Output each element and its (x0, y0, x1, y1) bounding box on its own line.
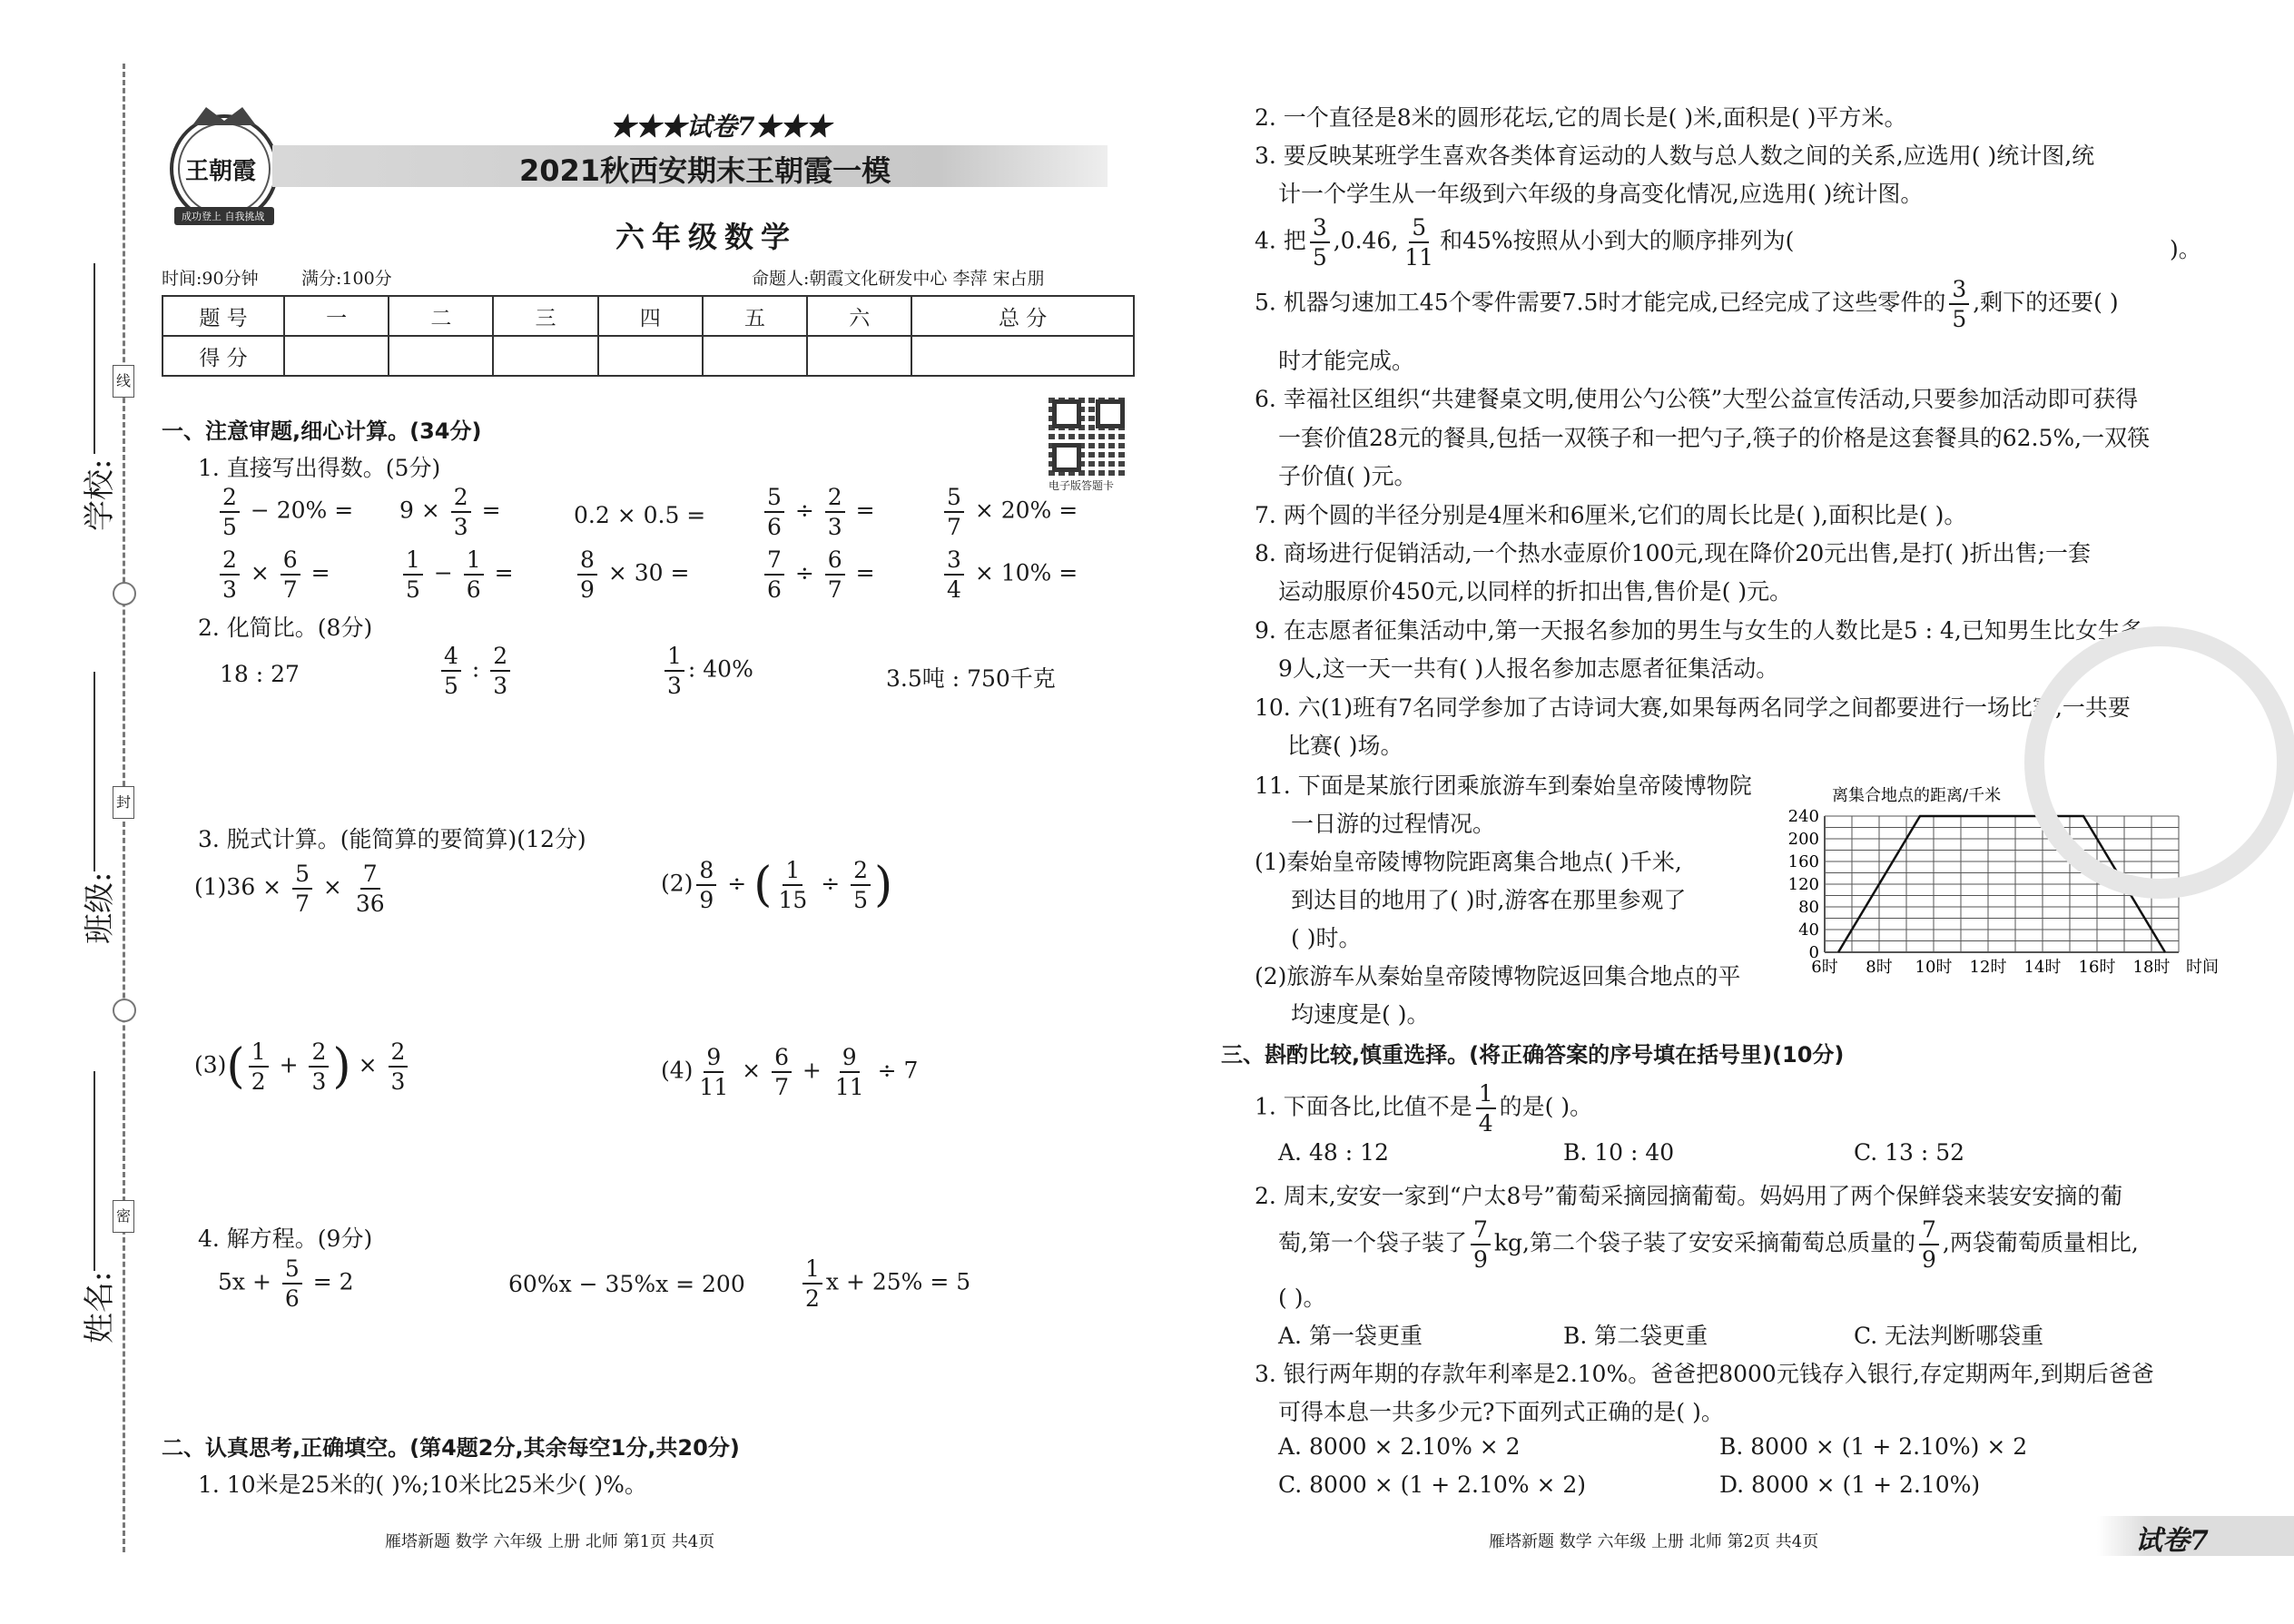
s1-q1-item: $\frac{7}{6}$ ÷ $\frac{6}{7}$ = (761, 548, 875, 601)
score-table-score-row (162, 336, 1134, 376)
s3-q3-option-a: A. 8000 × 2.10% × 2 (1278, 1433, 1521, 1460)
s1-q4-item: 60%x − 35%x = 200 (508, 1271, 745, 1297)
chart-x-tick-label: 6时 (1811, 958, 1838, 977)
score-table-cell: 一 (284, 296, 389, 336)
chart-x-axis (1811, 958, 2170, 977)
binding-mark-secret: 密 (113, 1200, 134, 1233)
chart-y-tick-label: 160 (1787, 852, 1819, 871)
s3-q1-option-a: A. 48 : 12 (1278, 1139, 1389, 1166)
chart-x-tick-label: 14时 (2023, 958, 2062, 977)
s3-q2-option-b: B. 第二袋更重 (1563, 1323, 1708, 1349)
binding-mark-line: 线 (113, 365, 134, 398)
chart-x-label: 时间 (2186, 958, 2219, 977)
s1-q1-item: 9 × $\frac{2}{3}$ = (399, 484, 501, 540)
s3-q3-line1: 3. 银行两年期的存款年利率是2.10%。爸爸把8000元钱存入银行,存定期两年,到期后爸爸 (1255, 1361, 2154, 1387)
s2-q6-line2: 一套价值28元的餐具,包括一双筷子和一把勺子,筷子的价格是这套餐具的62.5%,一双筷 (1278, 425, 2151, 451)
s2-q11-1-line3: ( )时。 (1291, 925, 1362, 951)
qr-caption: 电子版答题卡 (1049, 479, 1115, 492)
score-table-cell: 四 (598, 296, 703, 336)
s2-q8-line1: 8. 商场进行促销活动,一个热水壶原价100元,现在降价20元出售,是打( )折出售;一套 (1255, 540, 2092, 566)
s3-q2-mid: kg,第二个袋子装了安安采摘葡萄总质量的 (1493, 1229, 1915, 1256)
s2-q3-line1: 3. 要反映某班学生喜欢各类体育运动的人数与总人数之间的关系,应选用( )统计图,统 (1255, 143, 2095, 169)
footer-right: 雁塔新题 数学 六年级 上册 北师 第2页 共4页 (1489, 1532, 1819, 1551)
s3-q1-option-b: B. 10 : 40 (1563, 1139, 1675, 1166)
binding-mark-seal: 封 (113, 786, 134, 819)
score-input-cell[interactable] (284, 336, 389, 376)
section3-title: 三、斟酌比较,慎重选择。(将正确答案的序号填在括号里)(10分) (1221, 1042, 1845, 1068)
exam-title: 2021秋西安期末王朝霞一模 (519, 153, 891, 188)
chart-x-tick-label: 16时 (2078, 958, 2116, 977)
binding-hole-2 (113, 999, 136, 1022)
brand-logo-text: 王朝霞 (185, 158, 257, 185)
s1-q3-item: (4) $\frac{9}{11}$ × $\frac{6}{7}$ + $\frac{9}{11}$ ÷ 7 (661, 1044, 919, 1100)
footer-badge: 试卷7 (2135, 1525, 2209, 1557)
s2-q11-2-line2: 均速度是( )。 (1291, 1001, 1430, 1028)
s3-q2-tail: ,两袋葡萄质量相比, (1942, 1229, 2139, 1256)
s2-q11-1-line1: (1)秦始皇帝陵博物院距离集合地点( )千米, (1255, 849, 1682, 875)
score-table-cell: 三 (493, 296, 597, 336)
s3-q2-option-a: A. 第一袋更重 (1278, 1323, 1423, 1349)
s2-q4-head: 4. 把 (1255, 227, 1306, 254)
s3-q2-line3: ( )。 (1278, 1284, 1326, 1311)
binding-hole-1 (113, 582, 136, 605)
s3-q1-option-c: C. 13 : 52 (1854, 1139, 1965, 1166)
s1-q1-item: $\frac{1}{5}$ − $\frac{1}{6}$ = (399, 548, 514, 601)
s2-q4-end: )。 (2170, 236, 2201, 262)
s3-q2-head: 萄,第一个袋子装了 (1278, 1229, 1467, 1256)
class-write-line (94, 672, 95, 871)
authors: 命题人:朝霞文化研发中心 李萍 宋占朋 (752, 269, 1045, 289)
score-table-cell: 题 号 (162, 296, 284, 336)
s3-q3-line2: 可得本息一共多少元?下面列式正确的是( )。 (1278, 1399, 1724, 1425)
s3-q1: 1. 下面各比,比值不是 $\frac{1}{4}$ 的是( )。 (1255, 1080, 1593, 1137)
s2-q8-line2: 运动服原价450元,以同样的折扣出售,售价是( )元。 (1278, 578, 1793, 605)
class-label: 班级: (82, 871, 118, 944)
s2-q11-1-line2: 到达目的地用了( )时,游客在那里参观了 (1291, 887, 1687, 913)
s2-q3-line2: 计一个学生从一年级到六年级的身高变化情况,应选用( )统计图。 (1278, 181, 1924, 207)
score-table-cell: 得 分 (162, 336, 284, 376)
s2-q11-line1: 11. 下面是某旅行团乘旅游车到秦始皇帝陵博物院 (1255, 773, 1752, 799)
s1-q2-item: $\frac{4}{5}$ : $\frac{2}{3}$ (438, 645, 514, 697)
s1-q2-item: 18 : 27 (220, 661, 300, 687)
s2-q5: 5. 机器匀速加工45个零件需要7.5时才能完成,已经完成了这些零件的 $\frac{3}{5}$ ,剩下的还要( ) (1255, 276, 2119, 332)
chart-x-tick-label: 18时 (2132, 958, 2171, 977)
score-table-cell: 六 (807, 296, 911, 336)
full-score-label: 满分:100分 (301, 269, 392, 289)
score-table-cell: 总 分 (911, 296, 1134, 336)
s3-q1-head: 1. 下面各比,比值不是 (1255, 1093, 1472, 1120)
s2-q7: 7. 两个圆的半径分别是4厘米和6厘米,它们的周长比是( ),面积比是( )。 (1255, 502, 1967, 528)
s1-q3-item: (3)( $\frac{1}{2}$ + $\frac{2}{3}$ ) × $\frac{2}{3}$ (194, 1039, 411, 1094)
score-table (162, 295, 1135, 377)
s2-q2: 2. 一个直径是8米的圆形花坛,它的周长是( )米,面积是( )平方米。 (1255, 104, 1907, 131)
chart-x-tick-label: 8时 (1866, 958, 1893, 977)
s1-q2-item: 3.5吨 : 750千克 (886, 665, 1056, 692)
s2-q5-line2: 时才能完成。 (1278, 348, 1415, 374)
chart-y-tick-label: 0 (1808, 943, 1819, 962)
chart-y-tick-label: 240 (1787, 807, 1819, 826)
s2-q11-2-line1: (2)旅游车从秦始皇帝陵博物院返回集合地点的平 (1255, 963, 1741, 989)
chart-x-tick-label: 12时 (1969, 958, 2007, 977)
s2-q10-line2: 比赛( )场。 (1287, 733, 1403, 759)
s1-q1-item: $\frac{5}{7}$ × 20% = (940, 486, 1078, 538)
s1-q1-item: $\frac{3}{4}$ × 10% = (940, 548, 1078, 601)
score-table-cell: 二 (389, 296, 493, 336)
s2-q4: 4. 把 $\frac{3}{5}$ ,0.46, $\frac{5}{11}$ 和45%按照从小到大的顺序排列为( (1255, 214, 1795, 271)
s1-q1-item: $\frac{2}{5}$ − 20% = (216, 486, 353, 538)
s3-q3-option-b: B. 8000 × (1 + 2.10%) × 2 (1719, 1433, 2028, 1460)
s2-q1: 1. 10米是25米的( )%;10米比25米少( )%。 (198, 1471, 647, 1498)
score-input-cell[interactable] (493, 336, 597, 376)
name-label: 姓名: (82, 1271, 118, 1343)
s2-q6-line3: 子价值( )元。 (1278, 463, 1417, 489)
school-label: 学校: (82, 458, 118, 531)
score-input-cell[interactable] (911, 336, 1134, 376)
chart-y-tick-label: 40 (1798, 920, 1819, 940)
qr-code[interactable] (1049, 396, 1128, 476)
s2-q5-tail: ,剩下的还要( ) (1973, 289, 2119, 316)
score-input-cell[interactable] (389, 336, 493, 376)
s1-q4-title: 4. 解方程。(9分) (198, 1225, 373, 1252)
s3-q2-line1: 2. 周末,安安一家到“户太8号”葡萄采摘园摘葡萄。妈妈用了两个保鲜袋来装安安摘的葡 (1255, 1183, 2123, 1209)
s2-q6-line1: 6. 幸福社区组织“共建餐桌文明,使用公勺公筷”大型公益宣传活动,只要参加活动即可获得 (1255, 386, 2139, 412)
s3-q3-option-d: D. 8000 × (1 + 2.10%) (1719, 1471, 1981, 1498)
school-write-line (94, 263, 95, 454)
s2-q4-mid: ,0.46, (1333, 227, 1399, 254)
watermark-seal (2024, 626, 2294, 899)
chart-y-tick-label: 200 (1787, 830, 1819, 849)
s2-q4-tail: 和45%按照从小到大的顺序排列为( (1440, 227, 1795, 254)
chart-y-tick-label: 80 (1798, 898, 1819, 917)
s1-q3-title: 3. 脱式计算。(能简算的要简算)(12分) (198, 826, 586, 852)
footer-left: 雁塔新题 数学 六年级 上册 北师 第1页 共4页 (385, 1532, 715, 1551)
s2-q10-line1: 10. 六(1)班有7名同学参加了古诗词大赛,如果每两名同学之间都要进行一场比赛,一共要 (1255, 694, 2131, 721)
s3-q2-option-c: C. 无法判断哪袋重 (1854, 1323, 2044, 1349)
score-table-header-row (162, 296, 1134, 336)
s1-q3-item: (2) $\frac{8}{9}$ ÷ ( $\frac{1}{15}$ ÷ $\frac{2}{5}$ ) (661, 857, 893, 913)
score-table-cell: 五 (703, 296, 807, 336)
s2-q5-head: 5. 机器匀速加工45个零件需要7.5时才能完成,已经完成了这些零件的 (1255, 289, 1946, 316)
name-write-line (94, 1071, 95, 1271)
s3-q1-tail: 的是( )。 (1499, 1093, 1593, 1120)
chart-y-axis (1788, 807, 1819, 962)
s1-q3-item: (1)36 × $\frac{5}{7}$ × $\frac{7}{36}$ (194, 861, 385, 917)
s1-q4-item: $\frac{1}{2}$ x + 25% = 5 (799, 1257, 970, 1310)
s1-q2-item: $\frac{1}{3}$ : 40% (661, 645, 753, 697)
chart-title: 离集合地点的距离/千米 (1832, 786, 2002, 805)
s1-q1-item: 0.2 × 0.5 = (574, 502, 706, 528)
time-label: 时间:90分钟 (162, 269, 259, 289)
s1-q4-item: 5x + $\frac{5}{6}$ = 2 (218, 1255, 354, 1312)
s1-q1-item: $\frac{2}{3}$ × $\frac{6}{7}$ = (216, 548, 330, 601)
s3-q2-line2: 萄,第一个袋子装了 $\frac{7}{9}$ kg,第二个袋子装了安安采摘葡萄总质量的 $\frac{7}{9}$ ,两袋葡萄质量相比, (1278, 1216, 2139, 1273)
chart-y-tick-label: 120 (1787, 875, 1819, 894)
s3-q3-option-c: C. 8000 × (1 + 2.10% × 2) (1278, 1471, 1587, 1498)
s1-q1-title: 1. 直接写出得数。(5分) (198, 455, 441, 481)
s2-q9-line1: 9. 在志愿者征集活动中,第一天报名参加的男生与女生的人数比是5 : 4,已知男生比女生多 (1255, 617, 2143, 644)
s1-q1-item: $\frac{5}{6}$ ÷ $\frac{2}{3}$ = (761, 486, 875, 538)
section2-title: 二、认真思考,正确填空。(第4题2分,其余每空1分,共20分) (162, 1435, 740, 1461)
s1-q2-title: 2. 化简比。(8分) (198, 615, 373, 641)
series-label: ★★★试卷7★★★ (610, 112, 832, 142)
score-input-cell[interactable] (703, 336, 807, 376)
section1-title: 一、注意审题,细心计算。(34分) (162, 418, 482, 444)
subject-title: 六年级数学 (615, 220, 798, 254)
score-input-cell[interactable] (807, 336, 911, 376)
s2-q11-line2: 一日游的过程情况。 (1291, 811, 1496, 837)
score-input-cell[interactable] (598, 336, 703, 376)
s1-q1-item: $\frac{8}{9}$ × 30 = (574, 548, 689, 601)
s2-q9-line2: 9人,这一天一共有( )人报名参加志愿者征集活动。 (1278, 655, 1779, 682)
s1-q2-item-tail: : 40% (687, 655, 753, 683)
chart-x-tick-label: 10时 (1915, 958, 1953, 977)
brand-logo-ribbon: 成功登上 自我挑战 (182, 211, 265, 222)
